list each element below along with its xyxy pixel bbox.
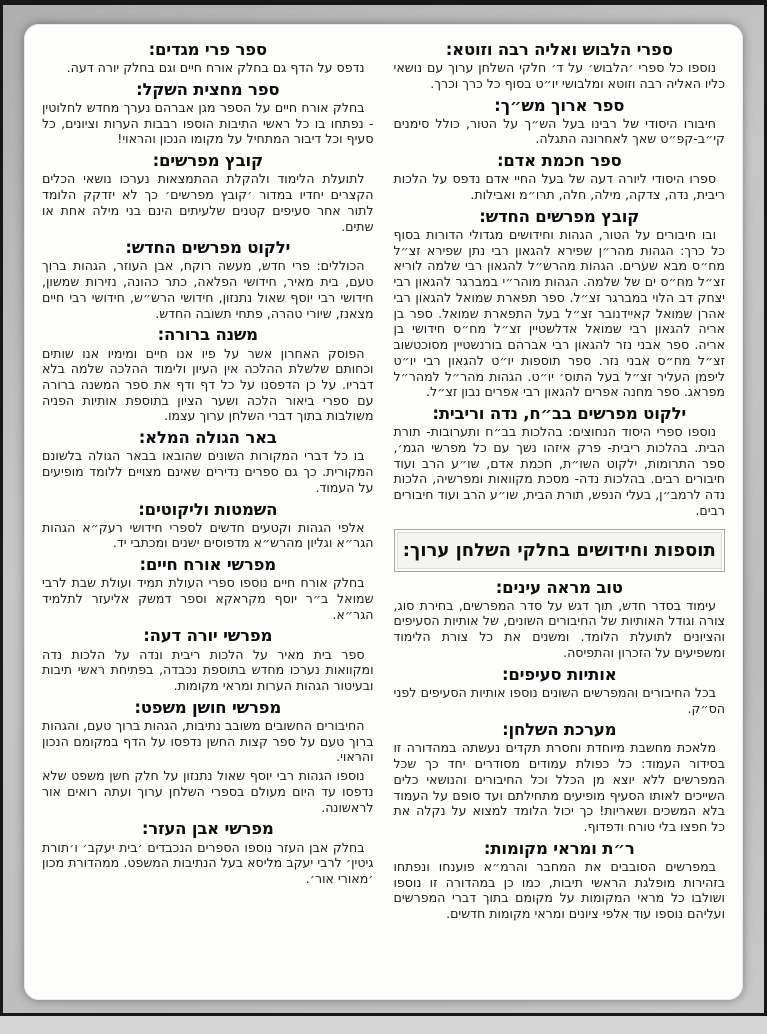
section	[42, 820, 374, 886]
section-heading: ספר חכמת אדם:	[496, 151, 622, 171]
section	[394, 721, 726, 835]
section-paragraph: חיבורו היסודי של רבינו בעל הש״ך על הטור, כולל סימנים קי״ב-קפ״ט שאך לאחרונה התגלה.	[393, 115, 725, 147]
section-heading: באר הגולה המלא:	[138, 428, 277, 448]
section-paragraph: נוספו כל ספרי ׳הלבוש׳ על ד׳ חלקי השלחן ערוך עם נושאי כליו האליה רבה וזוטא ומלבושי יו״ט בסוף כל כרך וכרך.	[393, 60, 725, 91]
section-heading: טוב מראה עינים:	[495, 577, 623, 597]
section-heading: ספר ארוך מש״ך:	[494, 95, 625, 115]
section-paragraph: ובו חיבורים על הטור, הגהות וחידושים מגדולי הדורות בסוף כל כרך: הגהות מהר״ן שפירא להגאון רבי נתן שפירא זצ״ל מח״ס מבא שערים. הגהות מהרש״ל להגאון רבי שלמה לוריא זצ״ל מח״ס ים של שלמה. הגהות מוהר״י במברגר להגאון רבי יצחק דב הלוי במברגר זצ״ל. ספר תפארת שמואל להגאון רבי אהרן שמואל קאיידנובר זצ״ל בעל התפארת שמואל. ספר בן אריה להגאון רבי שמואל אדלשטיין זצ״ל מח״ס חידושי בן אריה. ספר אבני נזר להגאון רבי אברהם בורנשטיין מסוכטשוב זצ״ל מח״ס אבני נזר. ספר תוספות יו״ט להגאון רבי יו״ט ליפמן העליר זצ״ל בעל התוס׳ יו״ט. הגהות מהר״ל למהר״ל מפראג. ספר מחנה אפרים להגאון רבי אפרים נבון זצ״ל.	[393, 226, 725, 400]
section-heading: ספר פרי מגדים:	[148, 40, 267, 59]
section	[42, 326, 374, 424]
section	[394, 208, 726, 400]
section-heading: השמטות וליקוטים:	[138, 499, 278, 519]
section-heading: ספר מחצית השקל:	[136, 79, 280, 99]
section	[42, 239, 374, 321]
section	[42, 699, 374, 816]
section-paragraph: נדפס על הדף גם בחלק אורח חיים וגם בחלק יורה דעה.	[66, 60, 365, 76]
section-heading: משנה ברורה:	[157, 325, 258, 345]
section-paragraph: נוספו ספרי היסוד הנחוצים: בהלכות בב״ח ותערובות- תורת הבית. בהלכות ריבית- פרק איזהו נשך עם כל מפרשי הגמ׳, ספר התרומות, ילקוט השו״ת, חכמת אדם, שו״ע הרב ועוד חיבורים רבים. בהלכות נדה- מסכת מקוואות ומפרשיה, הלכות נדה לרמב״ן, בעלי הנפש, תורת הבית, שו״ע הרב ועוד חיבורים רבים.	[393, 424, 725, 518]
document-page	[24, 24, 743, 1000]
section-paragraph: ספרו היסודי ליורה דעה של בעל החיי אדם נדפס על הלכות ריבית, נדה, צדקה, מילה, חלה, תרו״מ ואבילות.	[393, 171, 725, 203]
section	[42, 429, 374, 495]
section	[42, 501, 374, 552]
section-paragraph: הכוללים: פרי חדש, מעשה רוקח, אבן העוזר, הגהות ברוך טעם, בית מאיר, חידושי הפלאה, כתר כהונה, נזירות שמשון, חידושי רבי יוסף שאול נתנזון, חידושי הרש״ש, חידושי רבי חיים מצאנז, שיורי טהרה, פתחי תשובה החדש.	[42, 258, 374, 321]
section	[394, 41, 726, 92]
section-heading: מפרשי אורח חיים:	[139, 555, 276, 575]
section-paragraph: נוספו הגהות רבי יוסף שאול נתנזון על חלק חשן משפט שלא נדפסו עד היום מעולם בספרי השלחן ערוך ועתה רואים אור לראשונה.	[42, 768, 374, 815]
column-right	[394, 36, 726, 992]
section	[42, 627, 374, 693]
section-heading: אותיות סעיפים:	[501, 664, 617, 684]
section-heading: מערכת השלחן:	[502, 720, 617, 740]
section	[394, 666, 726, 717]
section	[394, 840, 726, 922]
section-paragraph: אלפי הגהות וקטעים חדשים לספרי חידושי רעק״א הגהות הגר״א וגליון מהרש״א מדפוסים ישנים ומכתבי יד.	[42, 519, 374, 551]
section	[42, 556, 374, 622]
section-paragraph: בכל החיבורים והמפרשים השונים נוספו אותיות הסעיפים לפני הס״ק.	[393, 684, 725, 716]
section	[394, 152, 726, 203]
section-paragraph: במפרשים הסובבים את המחבר והרמ״א פוענחו ונפתחו בזהירות מופלגת הראשי תיבות, כמו כן במהדורה זו נוספו ושולבו כל מראי המקומות על מקומם בתוך דברי המפרשים ועליהם נוספו עוד אלפי ציונים ומראי מקומות חדשים.	[393, 858, 725, 922]
section-heading: מפרשי יורה דעה:	[143, 626, 273, 646]
section-heading: מפרשי חושן משפט:	[134, 697, 282, 717]
section-heading: קובץ מפרשים החדש:	[479, 206, 640, 226]
section-heading: מפרשי אבן העזר:	[141, 819, 274, 839]
section-paragraph: עימוד בסדר חדש, תוך דגש על סדר המפרשים, בחירת סוג, צורה וגודל האותיות של החיבורים השונים, של אותיות הסעיפים והציונים לתועלת הלומד. ומשנים את כל צורת הלימוד ומשפיעים על הזכרון והתפיסה.	[393, 597, 725, 660]
column-left	[42, 36, 374, 992]
section-heading: קובץ מפרשים:	[152, 151, 263, 171]
section-heading: ספרי הלבוש ואליה רבה וזוטא:	[445, 40, 673, 59]
section	[394, 97, 726, 148]
section-paragraph: בו כל דברי המקורות השונים שהובאו בבאר הגולה בלשונם המקורית. כך גם ספרים נדירים שאינם מצויים ללומד מופיעים על העמוד.	[42, 448, 374, 495]
section-paragraph: מלאכת מחשבת מיוחדת וחסרת תקדים נעשתה במהדורה זו בסידור העמוד: כל כפולת עמודים מסודרים יחד כך שכל המפרשים ללא יוצא מן הכלל וכל החיבורים והנושאי כלים השייכים לאותו הסעיף מופיעים מתחילתם ועד סופם על העמוד בלא המשכים ושאריות! כך יכול הלומד למצוא על נקלה את כל חפצו בלי טורח ודפדוף.	[393, 740, 725, 835]
section-paragraph: ספר בית מאיר על הלכות ריבית ונדה על הלכות נדה ומקוואות נערכו מחדש בתוספת נכבדה, בפתיחת ראשי תיבות ובעיטור הגהות הערות ומראי מקומות.	[42, 646, 374, 694]
boxed-heading: תוספות וחידושים בחלקי השלחן ערוך:	[394, 529, 726, 572]
section	[394, 405, 726, 519]
section-paragraph: בחלק אורח חיים על הספר מגן אברהם נערך מחדש לחלוטין - נפתחו בו כל ראשי התיבות הוספו רבבות הערות וציונים, כל סעיף וכל דיבור המתחיל על מקומו הנכון והראוי!	[42, 100, 374, 147]
section-paragraph: בחלק אורח חיים נוספו ספרי העולת תמיד ועולת שבת לרבי שמואל ב״ר יוסף מקראקא וספר דמשק אליעזר לתלמיד הגר״א.	[42, 575, 374, 622]
section	[42, 41, 374, 76]
section-heading: ילקוט מפרשים החדש:	[125, 238, 291, 258]
section-paragraph: בחלק אבן העזר נוספו הספרים הנכבדים ׳בית יעקב׳ ו׳תורת גיטין׳ לרבי יעקב מליסא בעל הנתיבות המשפט. ממהדורת מכון ׳מאורי אור׳.	[42, 839, 374, 886]
two-column-text	[24, 24, 743, 1000]
section-paragraph: הפוסק האחרון אשר על פיו אנו חיים ומימיו אנו שותים וכחותם שלשלת ההלכה אין העיון ולימוד ההלכה שלמה בלא דבריו. על כן הדפסנו על כל דף ודף את ספר המשנה ברורה עם ספרי ביאור הלכה ושער הציון בתוספת אותיות הפניה משולבות בתוך דברי השלחן ערוך עצמו.	[42, 345, 374, 424]
section-paragraph: החיבורים החשובים משובב נתיבות, הגהות ברוך טעם, והגהות ברוך טעם על ספר קצות החשן נדפסו על הדף במקומם הנכון והראוי.	[42, 717, 374, 765]
section-heading: ר״ת ומראי מקומות:	[483, 838, 635, 858]
section	[394, 579, 726, 661]
section-paragraph: לתועלת הלימוד ולהקלת ההתמצאות נערכו נושאי הכלים הקצרים יחדיו במדור ׳קובץ מפרשים׳ כך לא יזדקק הלומד לתור אחר סעיפים קטנים שלעיתים הינם בני מילה אחת או שתים.	[42, 171, 374, 234]
section	[42, 152, 374, 234]
section-heading: ילקוט מפרשים בב״ח, נדה וריבית:	[432, 404, 687, 424]
section	[42, 81, 374, 147]
